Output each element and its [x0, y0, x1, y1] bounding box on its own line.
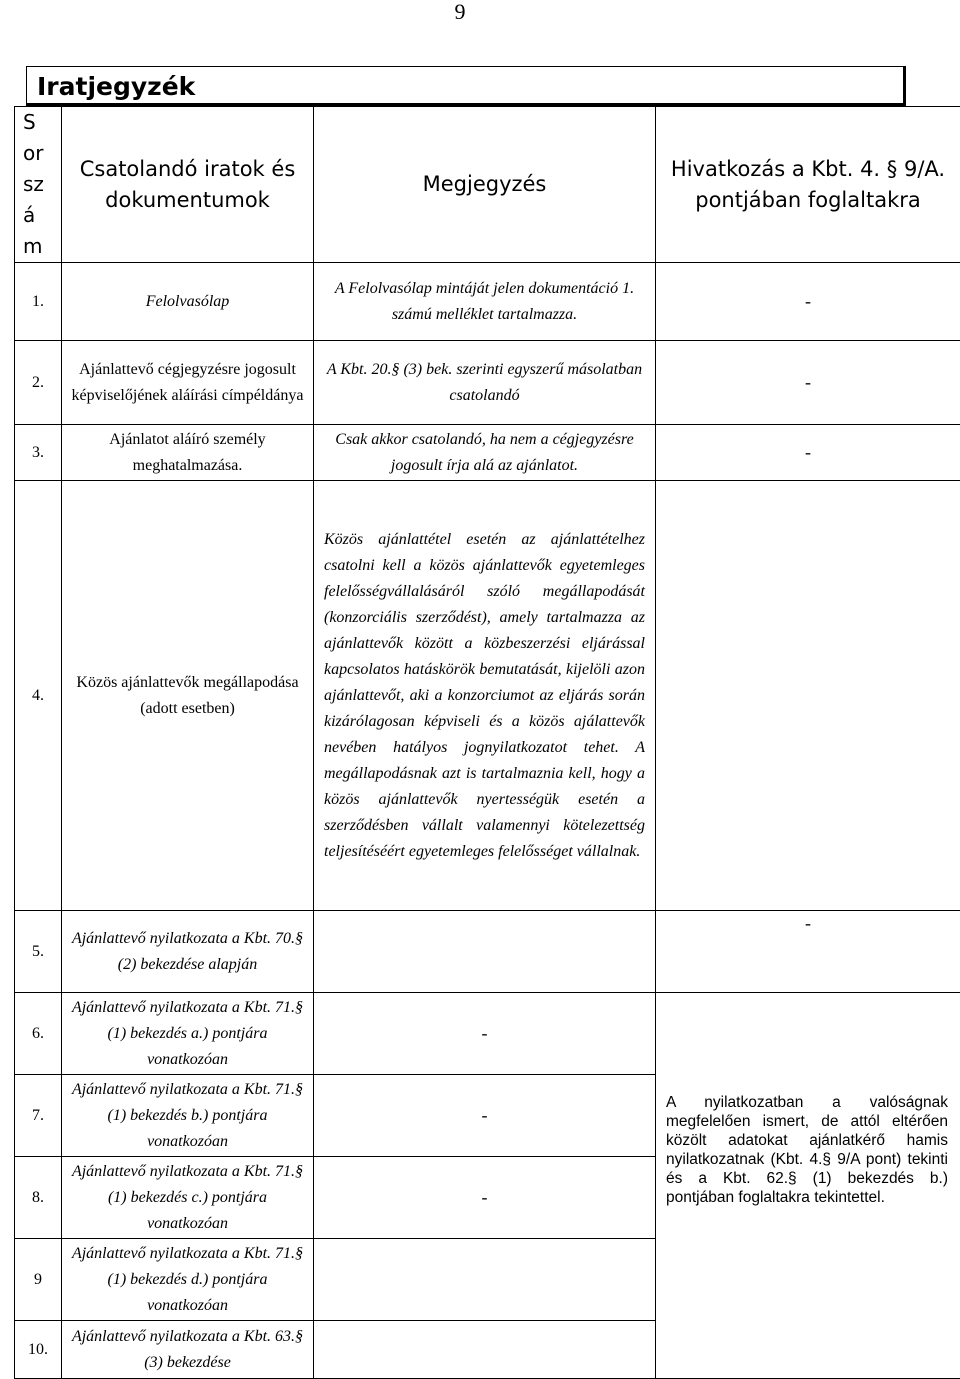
row-number: 1.: [15, 263, 62, 341]
row-reference: -: [656, 341, 960, 425]
header-reference: Hivatkozás a Kbt. 4. § 9/A. pontjában foglaltakra: [656, 107, 960, 263]
row-reference: -: [656, 425, 960, 481]
table-row: [15, 341, 960, 425]
table-row: [15, 911, 960, 993]
row-reference: A nyilatkozatban a valóságnak megfelelően ismert, de attól eltérően közölt adatokat ajánlatkérő hamis nyilatkozatnak (Kbt. 4.§ 9/A pont) tekinti és a Kbt. 62.§ (1) bekezdés b.) pontjában foglaltakra tekintettel.: [656, 993, 960, 1379]
row-document: Ajánlattevő nyilatkozata a Kbt. 70.§ (2) bekezdése alapján: [62, 911, 314, 993]
row-note: Csak akkor csatolandó, ha nem a cégjegyzésre jogosult írja alá az ajánlatot.: [314, 425, 656, 481]
row-document: Ajánlattevő nyilatkozata a Kbt. 71.§ (1) bekezdés b.) pontjára vonatkozóan: [62, 1075, 314, 1157]
row-note: A Felolvasólap mintáját jelen dokumentáció 1. számú melléklet tartalmazza.: [314, 263, 656, 341]
row-number: 8.: [15, 1157, 62, 1239]
row-number: 6.: [15, 993, 62, 1075]
row-note: [314, 911, 656, 993]
document-list-table: [14, 106, 960, 1379]
row-number: 2.: [15, 341, 62, 425]
row-document: Ajánlattevő nyilatkozata a Kbt. 71.§ (1) bekezdés a.) pontjára vonatkozóan: [62, 993, 314, 1075]
row-number: 3.: [15, 425, 62, 481]
page-number: 9: [0, 0, 920, 24]
row-document: Ajánlattevő nyilatkozata a Kbt. 71.§ (1) bekezdés c.) pontjára vonatkozóan: [62, 1157, 314, 1239]
row-document: Ajánlatot aláíró személy meghatalmazása.: [62, 425, 314, 481]
row-document: Felolvasólap: [62, 263, 314, 341]
row-reference: -: [656, 911, 960, 993]
row-note: -: [314, 1157, 656, 1239]
header-note: Megjegyzés: [314, 107, 656, 263]
header-documents: Csatolandó iratok és dokumentumok: [62, 107, 314, 263]
table-row: [15, 263, 960, 341]
page-title: Iratjegyzék: [37, 72, 195, 102]
header-row: [15, 107, 960, 263]
row-number: 5.: [15, 911, 62, 993]
title-box: [26, 66, 906, 106]
table-row: [15, 481, 960, 911]
row-note: -: [314, 993, 656, 1075]
row-note: -: [314, 1075, 656, 1157]
row-note: [314, 1321, 656, 1379]
row-reference: [656, 481, 960, 911]
row-document: Ajánlattevő cégjegyzésre jogosult képviselőjének aláírási címpéldánya: [62, 341, 314, 425]
table-row: [15, 425, 960, 481]
row-number: 9: [15, 1239, 62, 1321]
row-note: Közös ajánlattétel esetén az ajánlattételhez csatolni kell a közös ajánlattevők egyetemleges felelősségvállalásáról szóló megállapodását (konzorciális szerződést), amely tartalmazza az ajánlattevők között a közbeszerzési eljárással kapcsolatos hatáskörök bemutatását, kijelöli azon ajánlattevőt, aki a konzorciumot az eljárás során kizárólagosan képviseli és a közös ajálattevők nevében hatályos jognyilatkozatot tehet. A megállapodásnak azt is tartalmaznia kell, hogy a közös ajánlattevők nyertességük esetén a szerződésben vállalt valamennyi kötelezettség teljesítéséért egyetemleges felelősséget vállalnak.: [314, 481, 656, 911]
row-note: A Kbt. 20.§ (3) bek. szerinti egyszerű másolatban csatolandó: [314, 341, 656, 425]
row-document: Ajánlattevő nyilatkozata a Kbt. 63.§ (3) bekezdése: [62, 1321, 314, 1379]
row-document: Közös ajánlattevők megállapodása (adott esetben): [62, 481, 314, 911]
header-number: S or sz á m: [15, 107, 62, 263]
row-document: Ajánlattevő nyilatkozata a Kbt. 71.§ (1) bekezdés d.) pontjára vonatkozóan: [62, 1239, 314, 1321]
row-note: [314, 1239, 656, 1321]
row-number: 4.: [15, 481, 62, 911]
row-reference: -: [656, 263, 960, 341]
row-number: 10.: [15, 1321, 62, 1379]
table-row: [15, 993, 960, 1075]
row-number: 7.: [15, 1075, 62, 1157]
